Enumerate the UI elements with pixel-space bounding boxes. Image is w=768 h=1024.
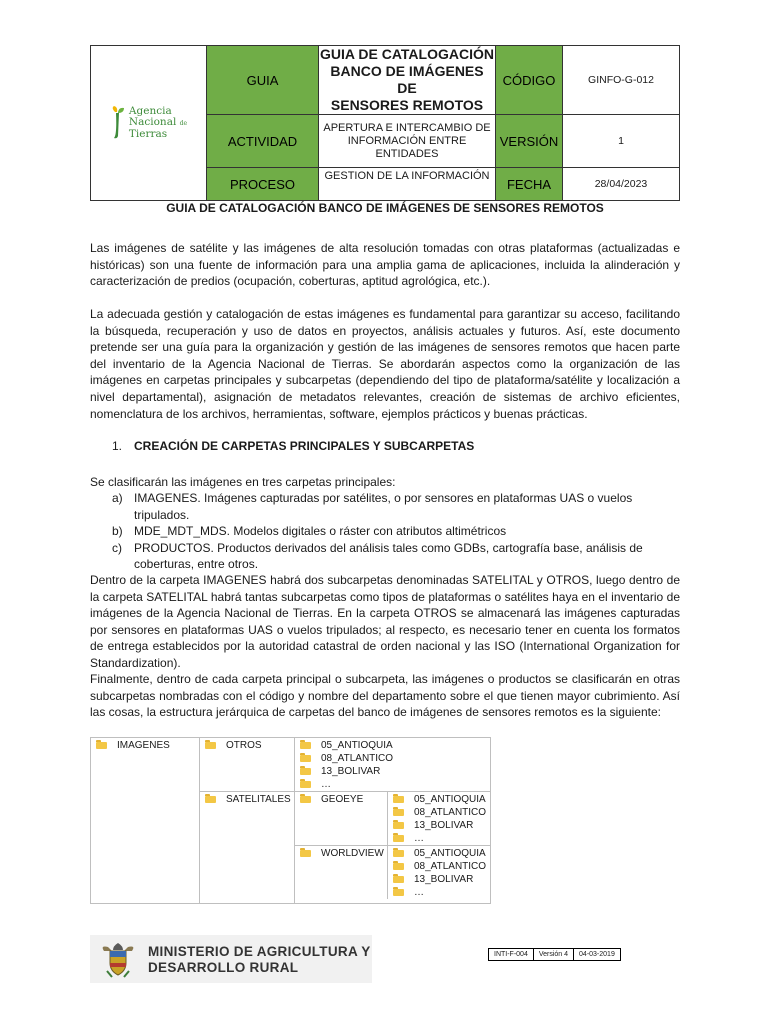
folder-label: SATELITALES (226, 794, 291, 805)
folder-label: 08_ATLANTICO (414, 861, 487, 872)
fecha-value: 28/04/2023 (563, 168, 680, 201)
folder-icon (393, 809, 404, 816)
folder-icon (300, 850, 311, 857)
tree-cell-geoeye (295, 792, 388, 846)
ministry-name (148, 944, 371, 976)
paragraph-purpose: La adecuada gestión y catalogación de estas imágenes es fundamental para garantizar su acceso, facilitando la búsqueda, recuperación y uso de datos en proyectos, análisis actuales y futuros. Así, este documento pretende ser una guía para la organización y gestión de las imágenes de sensores remotos que hacen parte del inventario de la Agencia Nacional de Tierras. Se abordarán aspectos como la organización de las imágenes en carpetas principales y subcarpetas (dependiendo del tipo de plataforma/satélite y localización a nivel departamental), asignación de metadatos relevantes, creación de sistemas de archivo eficientes, nomenclatura de los archivos, herramientas, software, ejemplos prácticos y buenas prácticas. (90, 307, 680, 421)
logo-word-1: Agencia (128, 105, 172, 117)
ministry-line-2: DESARROLLO RURAL (148, 960, 299, 975)
agency-logo-cell (91, 46, 207, 201)
tree-cell-root (91, 738, 200, 904)
folder-item (200, 739, 294, 752)
folder-icon (393, 822, 404, 829)
folder-item (388, 860, 490, 873)
coat-of-arms-icon (98, 941, 138, 979)
list-text: MDE_MDT_MDS. Modelos digitales o ráster con atributos altimétricos (134, 524, 507, 539)
header-doc-title (319, 46, 496, 115)
folder-item (200, 793, 294, 806)
folder-icon (300, 796, 311, 803)
tree-cell-satellites (295, 792, 491, 904)
paragraph-intro: Las imágenes de satélite y las imágenes de alta resolución tomadas con otras plataformas (actualizadas e históricas) son una fuente de información para una amplia gama de aplicaciones, incluida la alinderación y caracterización de predios (ocupación, coberturas, aptitud agrológica, etc.). (90, 241, 680, 289)
paragraph-classification: Se clasificarán las imágenes en tres carpetas principales: (90, 475, 396, 489)
header-title-line-2: BANCO DE IMÁGENES DE (330, 63, 484, 96)
document-title: GUIA DE CATALOGACIÓN BANCO DE IMÁGENES DE SENSORES REMOTOS (166, 201, 604, 215)
version-value: 1 (563, 115, 680, 168)
folder-item (388, 819, 490, 832)
label-fecha: FECHA (496, 168, 563, 201)
folder-label: IMAGENES (117, 740, 170, 751)
label-version: VERSIÓN (496, 115, 563, 168)
folder-label: 08_ATLANTICO (321, 753, 394, 764)
list-text: IMAGENES. Imágenes capturadas por satélites, o por sensores en plataformas UAS o vuelos tripulados. (134, 491, 633, 522)
tree-cell-geoeye-items (388, 792, 491, 846)
actividad-line-2: INFORMACIÓN ENTRE (347, 134, 467, 147)
label-codigo: CÓDIGO (496, 46, 563, 115)
form-code: INTI-F-004 (489, 949, 534, 961)
folder-item (388, 873, 490, 886)
list-marker: b) (112, 524, 123, 539)
folder-item (295, 752, 490, 765)
codigo-value: GINFO-G-012 (563, 46, 680, 115)
paragraph-subfolders: Dentro de la carpeta IMAGENES habrá dos subcarpetas denominadas SATELITAL y OTROS, luego dentro de la carpeta SATELITAL habrá tantas subcarpetas como tipos de plataformas o satélites haya en el inventario de imágenes de la Agencia Nacional de Tierras. En la carpeta OTROS se almacenará las imágenes capturadas por sensores en plataformas UAS o vuelos tripulados; al respecto, es necesario tener en cuenta los formatos de entrega establecidos por la autoridad catastral de orden nacional y las ISO (International Organization for Standardization). (90, 573, 680, 670)
folder-label: 13_BOLIVAR (414, 820, 474, 831)
folder-item (388, 832, 490, 845)
tree-cell-worldview-items (388, 846, 491, 900)
folder-label: 05_ANTIOQUIA (414, 848, 486, 859)
actividad-line-1: APERTURA E INTERCAMBIO DE (323, 121, 491, 134)
proceso-value: GESTION DE LA INFORMACIÓN (319, 168, 496, 201)
list-item (112, 490, 682, 523)
header-title-line-1: GUIA DE CATALOGACIÓN (320, 46, 494, 62)
folder-icon (205, 796, 216, 803)
logo-word-3: de (179, 120, 188, 127)
folder-item (295, 739, 490, 752)
folder-item (388, 793, 490, 806)
paragraph-hierarchy: Finalmente, dentro de cada carpeta principal o subcarpeta, las imágenes o productos se clasificarán en otras subcarpetas nombradas con el código y nombre del departamento sobre el que tienen mayor cubrimiento. Así las cosas, la estructura jerárquica de carpetas del banco de imágenes de sensores remotos es la siguiente: (90, 672, 680, 720)
list-text: PRODUCTOS. Productos derivados del análisis tales como GDBs, cartografía base, análisis de coberturas, entre otros. (134, 540, 643, 572)
tree-cell-otros-items (295, 738, 491, 792)
folder-item (295, 847, 387, 860)
folder-label: 13_BOLIVAR (321, 766, 381, 777)
label-actividad: ACTIVIDAD (207, 115, 319, 168)
folder-icon (300, 781, 311, 788)
folder-icon (393, 850, 404, 857)
folder-item (295, 793, 387, 806)
folder-item (91, 739, 199, 752)
list-marker: c) (112, 540, 122, 555)
folder-item (295, 778, 490, 791)
folder-label: 08_ATLANTICO (414, 807, 487, 818)
folder-label: 05_ANTIOQUIA (414, 794, 486, 805)
folder-icon (393, 876, 404, 883)
actividad-value (319, 115, 496, 168)
satellite-subtable (295, 792, 490, 899)
tree-cell-satelitales (200, 792, 295, 904)
ministry-logo (90, 935, 372, 983)
folder-item (388, 847, 490, 860)
header-title-line-3: SENSORES REMOTOS (330, 97, 484, 113)
list-item (112, 523, 682, 540)
folder-icon (300, 768, 311, 775)
folder-icon (393, 863, 404, 870)
section-number: 1. (112, 439, 123, 453)
label-guia: GUIA (207, 46, 319, 115)
tree-cell-worldview (295, 846, 388, 900)
document-header-table (90, 45, 680, 201)
ministry-line-1: MINISTERIO DE AGRICULTURA Y (148, 944, 371, 959)
folder-label: … (321, 779, 331, 790)
folder-item (295, 765, 490, 778)
label-proceso: PROCESO (207, 168, 319, 201)
folder-item (388, 806, 490, 819)
folder-label: 13_BOLIVAR (414, 874, 474, 885)
folder-icon (205, 742, 216, 749)
folder-label: … (414, 887, 424, 898)
main-folders-list (112, 490, 682, 573)
folder-icon (393, 796, 404, 803)
folder-label: GEOEYE (321, 794, 364, 805)
logo-word-4: Tierras (128, 128, 168, 140)
agency-logo (91, 106, 206, 140)
tree-cell-otros (200, 738, 295, 792)
section-title: CREACIÓN DE CARPETAS PRINCIPALES Y SUBCARPETAS (134, 439, 475, 453)
form-version: Versión 4 (533, 949, 573, 961)
folder-icon (96, 742, 107, 749)
folder-icon (393, 889, 404, 896)
form-date: 04-03-2019 (574, 949, 621, 961)
folder-label: OTROS (226, 740, 262, 751)
folder-icon (300, 742, 311, 749)
section-heading (112, 439, 474, 453)
form-control-table (488, 948, 621, 961)
folder-structure-table (90, 737, 491, 904)
folder-item (388, 886, 490, 899)
list-item (112, 540, 682, 573)
folder-label: WORLDVIEW (321, 848, 384, 859)
actividad-line-3: ENTIDADES (375, 147, 439, 160)
logo-word-2: Nacional (128, 116, 177, 128)
folder-icon (393, 835, 404, 842)
list-marker: a) (112, 491, 123, 505)
agency-logo-icon (110, 106, 126, 140)
folder-label: 05_ANTIOQUIA (321, 740, 393, 751)
folder-icon (300, 755, 311, 762)
folder-label: … (414, 833, 424, 844)
